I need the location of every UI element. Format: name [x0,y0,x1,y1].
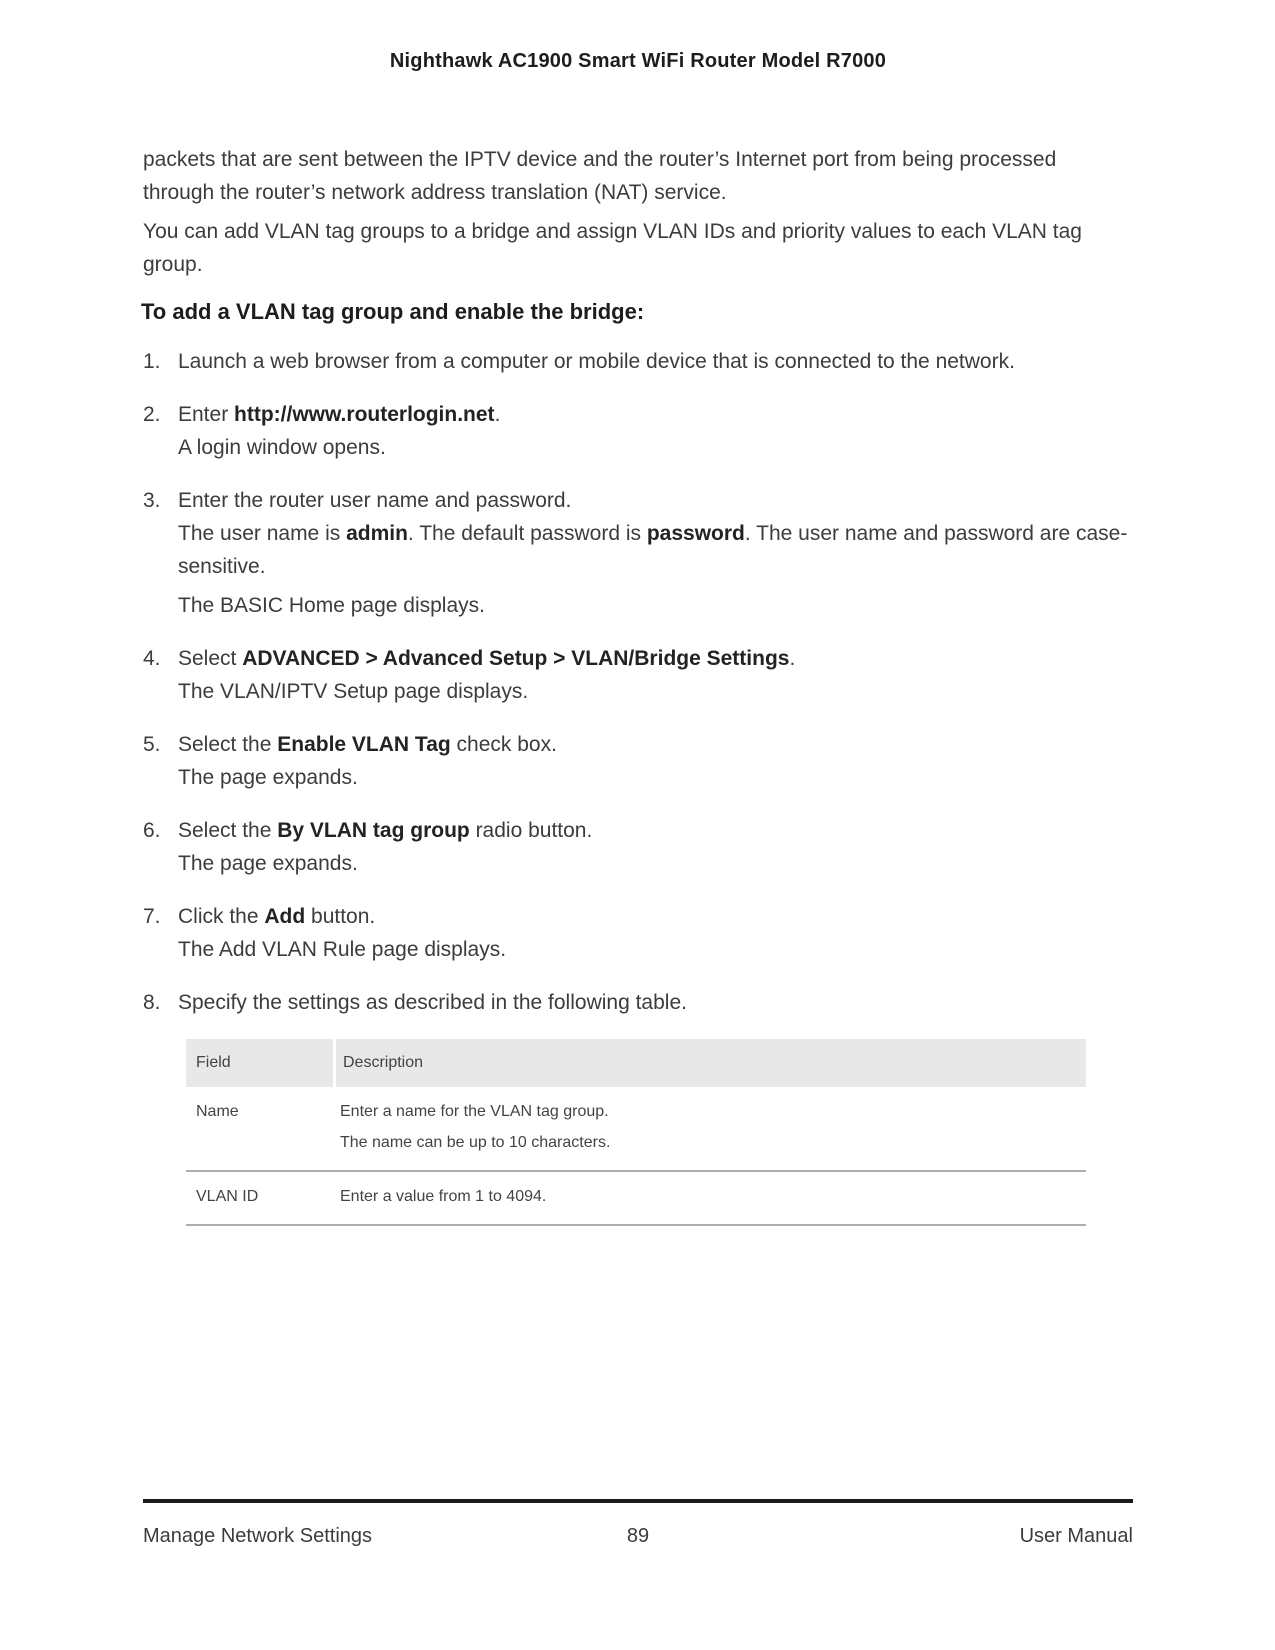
step-text: Enter http://www.routerlogin.net. [178,403,501,426]
step-item-7 [143,900,1133,966]
step-text: Select the Enable VLAN Tag check box. [178,733,557,756]
step-text: Enter the router user name and password. [178,489,572,512]
step-note: The page expands. [178,766,358,789]
step-number: 2. [143,403,161,426]
table-header-cell-description: Description [343,1054,424,1071]
step-text: Click the Add button. [178,905,376,928]
page-title: Nighthawk AC1900 Smart WiFi Router Model R7000 [389,50,887,72]
footer-doc-title: User Manual [1019,1525,1133,1547]
description-cell [333,1100,1086,1155]
step-note: The VLAN/IPTV Setup page displays. [178,680,529,703]
step-text: Select ADVANCED > Advanced Setup > VLAN/Bridge Settings. [178,647,796,670]
footer-page-number: 89 [626,1525,650,1547]
field-cell: Name [196,1103,239,1120]
table-row-name [186,1087,1086,1172]
step-item-1 [143,345,1133,378]
step-number: 8. [143,991,161,1014]
step-note: The BASIC Home page displays. [178,594,485,617]
step-number: 4. [143,647,161,670]
step-note: The page expands. [178,852,358,875]
description-line: Enter a name for the VLAN tag group. [340,1103,609,1120]
intro-paragraph-1: packets that are sent between the IPTV device and the router’s Internet port from being processed through the router’s network address translation (NAT) service. [143,148,1057,204]
description-line: Enter a value from 1 to 4094. [340,1188,547,1205]
step-text: Select the By VLAN tag group radio button. [178,819,593,842]
table-header-cell-field: Field [186,1039,336,1087]
field-cell: VLAN ID [196,1188,259,1205]
page-footer [143,1499,1133,1548]
step-item-5 [143,728,1133,794]
step-note: A login window opens. [178,436,386,459]
step-text: Launch a web browser from a computer or mobile device that is connected to the network. [178,350,1015,373]
step-note: The Add VLAN Rule page displays. [178,938,507,961]
step-number: 1. [143,350,161,373]
step-item-4 [143,642,1133,708]
procedure-heading: To add a VLAN tag group and enable the bridge: [141,299,645,324]
table-header-row [186,1039,1086,1087]
procedure-steps [143,345,1133,1226]
step-text: Specify the settings as described in the following table. [178,991,687,1014]
settings-table [186,1039,1086,1226]
intro-paragraph-2: You can add VLAN tag groups to a bridge and assign VLAN IDs and priority values to each VLAN tag group. [143,220,1082,276]
footer-section-title: Manage Network Settings [143,1525,373,1547]
step-item-8 [143,986,1133,1226]
step-number: 7. [143,905,161,928]
description-line: The name can be up to 10 characters. [340,1134,611,1151]
step-item-2 [143,398,1133,464]
step-body [178,986,1133,1226]
description-cell [333,1185,1086,1209]
footer-rule [143,1499,1133,1503]
step-body [178,642,1133,708]
step-number: 3. [143,489,161,512]
footer-row [143,1525,1133,1548]
step-item-6 [143,814,1133,880]
step-item-3 [143,484,1133,622]
step-note: The user name is admin. The default password is password. The user name and password are case-sensitive. [178,522,1128,578]
step-number: 6. [143,819,161,842]
table-row-vlan-id [186,1172,1086,1226]
step-body [178,728,1133,794]
step-body [178,900,1133,966]
step-number: 5. [143,733,161,756]
step-body [178,398,1133,464]
step-body [178,814,1133,880]
step-body [178,484,1133,622]
step-body [178,345,1133,378]
intro-section [143,143,1133,281]
